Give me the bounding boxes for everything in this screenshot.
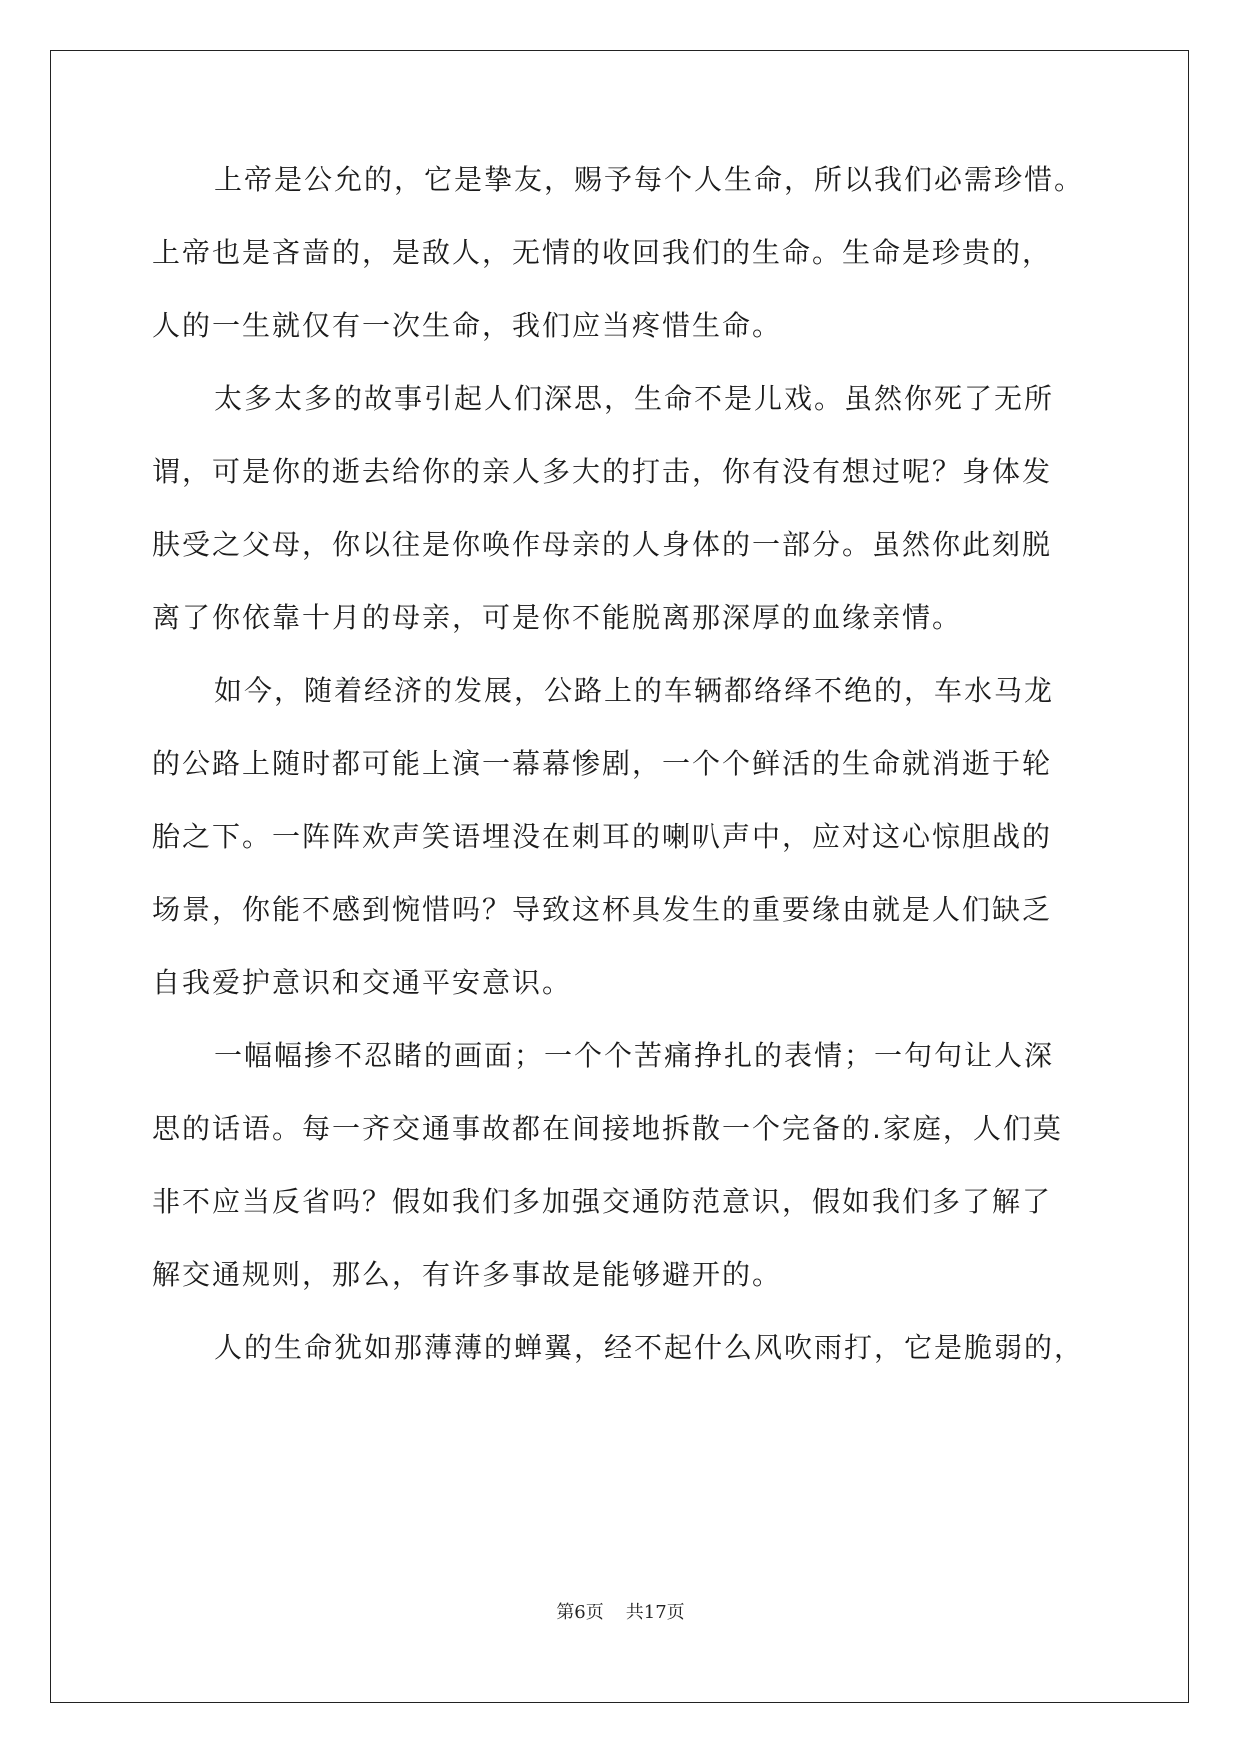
paragraph-line: 非不应当反省吗？假如我们多加强交通防范意识，假如我们多了解了	[152, 1185, 1053, 1218]
page-footer	[0, 1598, 1241, 1624]
paragraph-line: 场景，你能不感到惋惜吗？导致这杯具发生的重要缘由就是人们缺乏	[152, 893, 1053, 926]
paragraph-line: 解交通规则，那么，有许多事故是能够避开的。	[152, 1258, 783, 1291]
page-number: 第6页	[556, 1602, 604, 1623]
paragraph-line: 自我爱护意识和交通平安意识。	[152, 966, 573, 999]
paragraph-line: 如今，随着经济的发展，公路上的车辆都络绎不绝的，车水马龙	[214, 674, 1055, 707]
page-border	[50, 50, 1189, 1703]
paragraph-line: 的公路上随时都可能上演一幕幕惨剧，一个个鲜活的生命就消逝于轮	[152, 747, 1053, 780]
paragraph-line: 上帝是公允的，它是挚友，赐予每个人生命，所以我们必需珍惜。	[214, 163, 1085, 196]
paragraph-line: 胎之下。一阵阵欢声笑语埋没在刺耳的喇叭声中，应对这心惊胆战的	[152, 820, 1053, 853]
paragraph-line: 谓，可是你的逝去给你的亲人多大的打击，你有没有想过呢？身体发	[152, 455, 1053, 488]
paragraph-line: 人的一生就仅有一次生命，我们应当疼惜生命。	[152, 309, 783, 342]
paragraph-line: 上帝也是吝啬的，是敌人，无情的收回我们的生命。生命是珍贵的，	[152, 236, 1053, 269]
paragraph-line: 思的话语。每一齐交通事故都在间接地拆散一个完备的.家庭，人们莫	[152, 1112, 1063, 1145]
paragraph-line: 太多太多的故事引起人们深思，生命不是儿戏。虽然你死了无所	[214, 382, 1055, 415]
paragraph-line: 离了你依靠十月的母亲，可是你不能脱离那深厚的血缘亲情。	[152, 601, 963, 634]
paragraph-line: 人的生命犹如那薄薄的蝉翼，经不起什么风吹雨打，它是脆弱的，	[214, 1331, 1085, 1364]
total-pages: 共17页	[625, 1602, 685, 1623]
paragraph-line: 肤受之父母，你以往是你唤作母亲的人身体的一部分。虽然你此刻脱	[152, 528, 1053, 561]
paragraph-line: 一幅幅掺不忍睹的画面；一个个苦痛挣扎的表情；一句句让人深	[214, 1039, 1055, 1072]
